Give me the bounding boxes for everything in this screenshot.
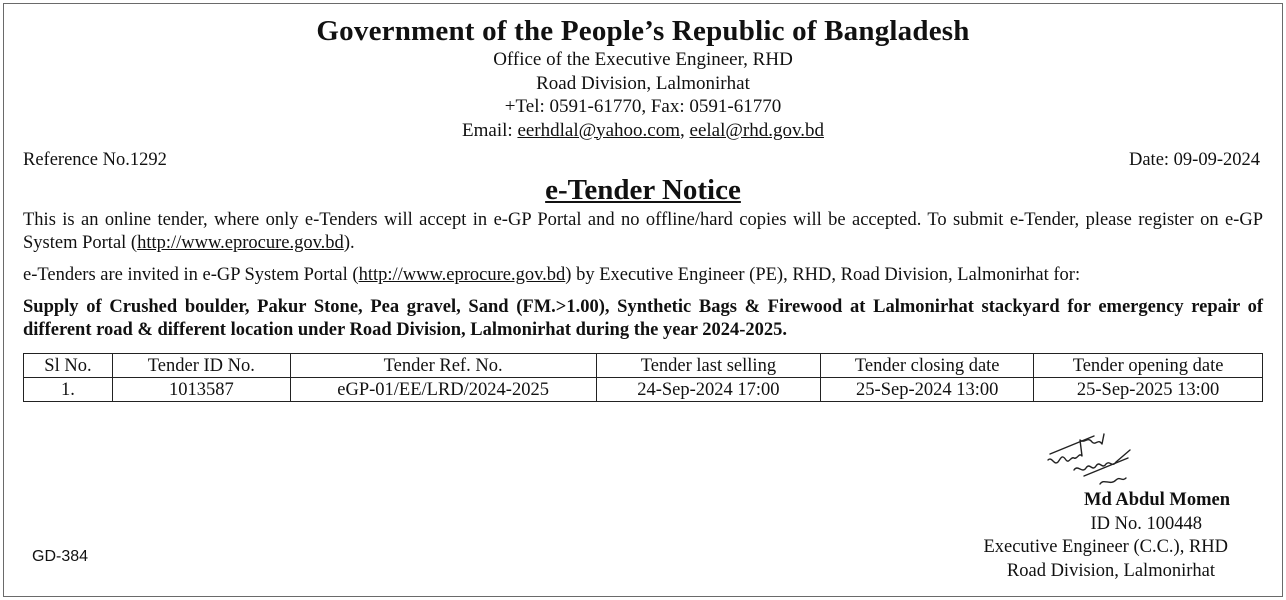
eprocure-link-intro[interactable]: http://www.eprocure.gov.bd	[137, 233, 344, 253]
handwritten-signature	[1044, 430, 1134, 490]
email-label: Email:	[462, 119, 518, 141]
signatory-designation: Executive Engineer (C.C.), RHD	[983, 537, 1228, 557]
email-link-yahoo[interactable]: eerhdlal@yahoo.com	[517, 119, 681, 141]
intro-text: This is an online tender, where only e-Tenders will accept in e-GP Portal and no offline/hard copies will be accepted. To submit e-Tender, please register on e-GP System Portal (	[23, 210, 1263, 253]
col-header-last-selling: Tender last selling	[596, 354, 821, 378]
tender-table	[23, 353, 1263, 402]
invitation-paragraph	[23, 264, 1263, 287]
email-separator: ,	[680, 119, 690, 141]
col-header-sl: Sl No.	[24, 354, 113, 378]
email-link-rhd[interactable]: eelal@rhd.gov.bd	[689, 119, 824, 141]
division-name: Road Division, Lalmonirhat	[536, 72, 750, 94]
invite-after: ) by Executive Engineer (PE), RHD, Road Division, Lalmonirhat for:	[565, 265, 1081, 285]
cell-sl: 1.	[24, 378, 113, 402]
reference-number: Reference No.1292	[23, 150, 167, 170]
cell-last-selling: 24-Sep-2024 17:00	[596, 378, 821, 402]
government-title: Government of the People’s Republic of Bangladesh	[316, 15, 970, 47]
phone-fax: +Tel: 0591-61770, Fax: 0591-61770	[504, 96, 782, 117]
signatory-name: Md Abdul Momen	[1084, 490, 1230, 510]
notice-title: e-Tender Notice	[545, 174, 741, 206]
letterhead	[0, 14, 1286, 142]
eprocure-link-invite[interactable]: http://www.eprocure.gov.bd	[358, 265, 566, 285]
col-header-opening-date: Tender opening date	[1034, 354, 1263, 378]
email-line	[0, 119, 1286, 143]
intro-end: ).	[343, 233, 355, 253]
table-header-row	[24, 354, 1263, 378]
signatory-division: Road Division, Lalmonirhat	[1006, 560, 1215, 581]
office-name: Office of the Executive Engineer, RHD	[493, 49, 793, 70]
signatory-block	[910, 489, 1230, 583]
cell-opening-date: 25-Sep-2025 13:00	[1034, 378, 1263, 402]
table-row	[24, 378, 1263, 402]
intro-paragraph	[23, 209, 1263, 255]
notice-date: Date: 09-09-2024	[1128, 150, 1260, 170]
tender-subject: Supply of Crushed boulder, Pakur Stone, Pea gravel, Sand (FM.>1.00), Synthetic Bags & Firewood at Lalmonirhat stackyard for emergency repair of different road & different location under Road Division, Lalmonirhat during the year 2024-2025.	[23, 297, 1263, 340]
invite-before: e-Tenders are invited in e-GP System Portal (	[23, 265, 359, 285]
cell-closing-date: 25-Sep-2024 13:00	[821, 378, 1034, 402]
col-header-tender-id: Tender ID No.	[112, 354, 290, 378]
col-header-tender-ref: Tender Ref. No.	[290, 354, 596, 378]
cell-tender-id: 1013587	[112, 378, 290, 402]
signatory-id: ID No. 100448	[1090, 513, 1202, 534]
col-header-closing-date: Tender closing date	[821, 354, 1034, 378]
cell-tender-ref: eGP-01/EE/LRD/2024-2025	[290, 378, 596, 402]
gd-number: GD-384	[32, 548, 89, 565]
